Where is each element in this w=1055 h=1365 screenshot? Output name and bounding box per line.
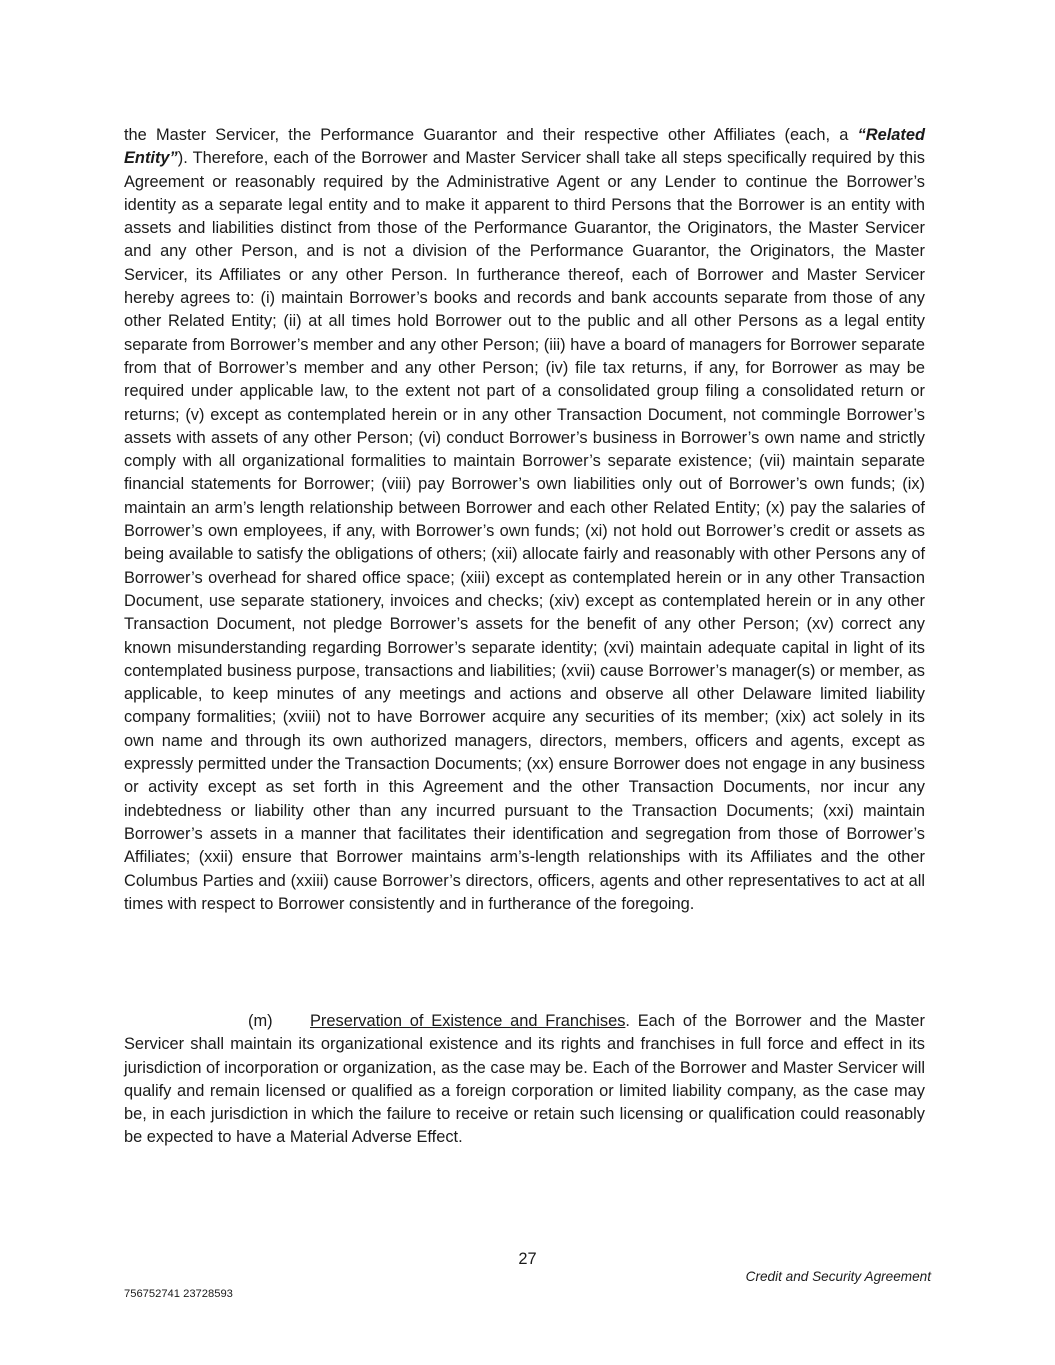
paragraph-body-text: ). Therefore, each of the Borrower and Master Servicer shall take all steps specifically required by this Agreement or reasonably required by the Administrative Agent or any Lender to continue the Borrower’s identity as a separate legal entity and to make it apparent to third Persons that the Borrower is an entity with assets and liabilities distinct from those of the Performance Guarantor, the Originators, the Master Servicer and any other Person, and is not a division of the Performance Guarantor, the Originators, the Master Servicer, its Affiliates or any other Person. In furtherance thereof, each of Borrower and Master Servicer hereby agrees to: (i) maintain Borrower’s books and records and bank accounts separate from those of any other Related Entity; (ii) at all times hold Borrower out to the public and all other Persons as a legal entity separate from Borrower’s member and any other Person; (iii) have a board of managers for Borrower separate from that of Borrower’s member and any other Person; (iv) file tax returns, if any, for Borrower as may be required under applicable law, to the extent not part of a consolidated group filing a consolidated return or returns; (v) except as contemplated herein or in any other Transaction Document, not commingle Borrower’s assets with assets of any other Person; (vi) conduct Borrower’s business in Borrower’s own name and strictly comply with all organizational formalities to maintain Borrower’s separate existence; (vii) maintain separate financial statements for Borrower; (viii) pay Borrower’s own liabilities only out of Borrower’s own funds; (ix) maintain an arm’s length relationship between Borrower and each other Related Entity; (x) pay the salaries of Borrower’s own employees, if any, with Borrower’s own funds; (xi) not hold out Borrower’s credit or assets as being available to satisfy the obligations of others; (xii) allocate fairly and reasonably with other Persons any of Borrower’s overhead for shared office space; (xiii) except as contemplated herein or in any other Transaction Document, use separate stationery, invoices and checks; (xiv) except as contemplated herein or in any other Transaction Document, not pledge Borrower’s assets for the benefit of any other Person; (xv) correct any known misunderstanding regarding Borrower’s separate identity; (xvi) maintain adequate capital in light of its contemplated business purpose, transactions and liabilities; (xvii) cause Borrower’s manager(s) or member, as applicable, to keep minutes of any meetings and actions and observe all other Delaware limited liability company formalities; (xviii) not to have Borrower acquire any securities of its member; (xix) act solely in its own name and through its own authorized managers, directors, members, officers and agents, except as expressly permitted under the Transaction Documents; (xx) ensure Borrower does not engage in any business or activity except as set forth in this Agreement and the other Transaction Documents, nor incur any indebtedness or liability other than any incurred pursuant to the Transaction Documents; (xxi) maintain Borrower’s assets in a manner that facilitates their identification and segregation from those of Borrower’s Affiliates; (xxii) ensure that Borrower maintains arm’s-length relationships with its Affiliates and the other Columbus Parties and (xxiii) cause Borrower’s directors, officers, agents and other representatives to act at all times with respect to Borrower consistently and in furtherance of the foregoing. (124, 149, 925, 913)
section-m-label: (m) (248, 1012, 273, 1030)
footer-document-title: Credit and Security Agreement (745, 1269, 931, 1284)
footer-document-id: 756752741 23728593 (124, 1288, 233, 1300)
section-m-heading: Preservation of Existence and Franchises (310, 1012, 626, 1030)
section-m-paragraph (124, 1010, 925, 1150)
section-m-body-text: . Each of the Borrower and the Master Servicer shall maintain its organizational existence and its rights and franchises in full force and effect in its jurisdiction of incorporation or organization, as the case may be. Each of the Borrower and Master Servicer will qualify and remain licensed or qualified as a foreign corporation or limited liability company, as the case may be, in each jurisdiction in which the failure to receive or retain such licensing or qualification could reasonably be expected to have a Material Adverse Effect. (124, 1012, 925, 1147)
page-number: 27 (518, 1250, 537, 1268)
paragraph-lead-text: the Master Servicer, the Performance Guarantor and their respective other Affiliates (each, a (124, 126, 858, 144)
defined-term-related-entity: “Related Entity” (124, 126, 925, 168)
separateness-paragraph (124, 124, 925, 916)
